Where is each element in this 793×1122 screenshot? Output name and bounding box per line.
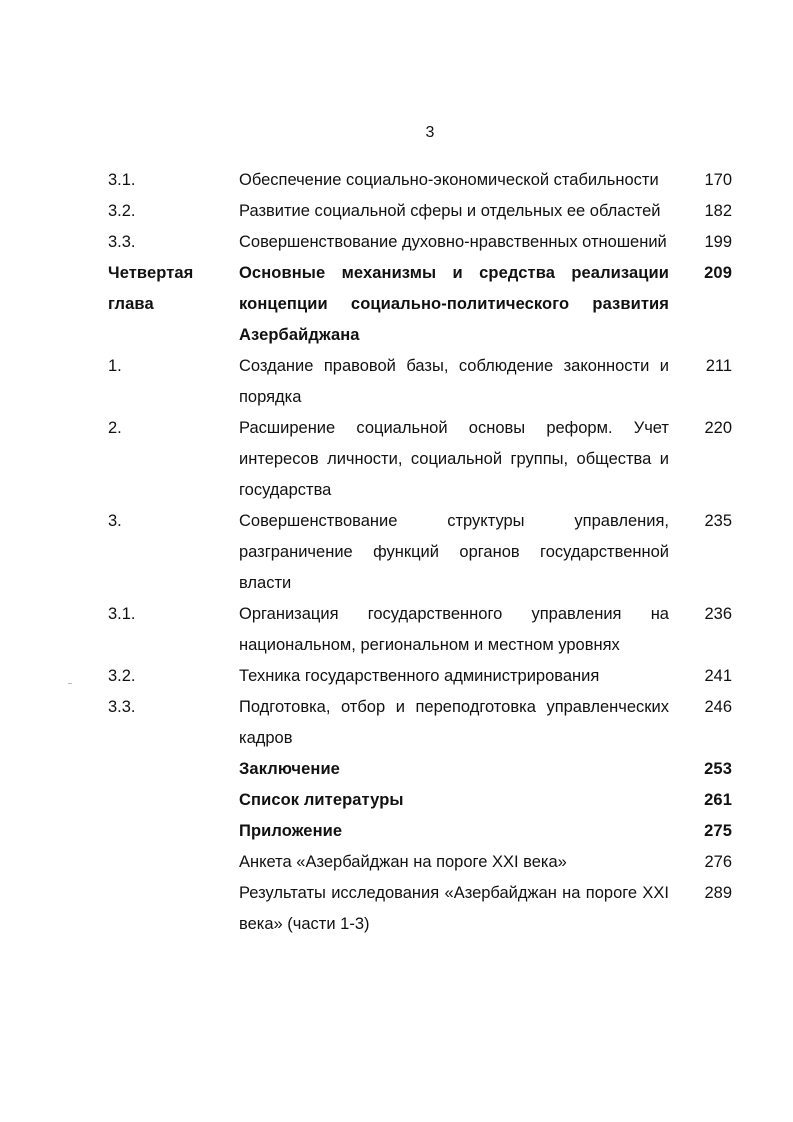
section-number: 3.3. (108, 233, 136, 251)
page-ref: 236 (704, 605, 732, 623)
page-ref: 170 (704, 171, 732, 189)
page-number: 3 (425, 124, 435, 141)
section-number: 3.2. (108, 202, 136, 220)
chapter-title: Основные механизмы и средства реализации концепции социально-политического развития Азербайджана (239, 264, 669, 344)
section-title: Приложение (239, 822, 343, 840)
section-title: Расширение социальной основы реформ. Учет интересов личности, социальной группы, общества и государства (239, 419, 669, 499)
page-ref: 276 (704, 853, 732, 871)
section-number: 3.1. (108, 605, 136, 623)
toc-entry (108, 847, 738, 878)
section-number: 3.2. (108, 667, 136, 685)
section-title: Заключение (239, 760, 340, 778)
page-ref: 253 (704, 760, 732, 778)
section-number: 2. (108, 419, 122, 437)
toc-entry (108, 413, 738, 506)
table-of-contents (108, 165, 738, 940)
section-title: Совершенствование структуры управления, разграничение функций органов государственной власти (239, 512, 669, 592)
toc-chapter-entry (108, 258, 738, 351)
toc-entry (108, 661, 738, 692)
scan-speck (68, 683, 72, 684)
section-title: Подготовка, отбор и переподготовка управленческих кадров (239, 698, 669, 747)
page-ref: 182 (704, 202, 732, 220)
toc-entry (108, 165, 738, 196)
toc-entry (108, 506, 738, 599)
page-ref: 211 (705, 357, 732, 375)
page-ref: 241 (704, 667, 732, 685)
section-title: Создание правовой базы, соблюдение законности и порядка (239, 357, 669, 406)
section-title: Обеспечение социально-экономической стабильности (239, 171, 659, 189)
section-title: Организация государственного управления на национальном, региональном и местном уровнях (239, 605, 669, 654)
section-number: 3.3. (108, 698, 136, 716)
section-number: 3.1. (108, 171, 136, 189)
page-ref: 220 (704, 419, 732, 437)
toc-entry (108, 692, 738, 754)
chapter-label: Четвертая глава (108, 264, 194, 313)
toc-entry (108, 878, 738, 940)
page-ref: 289 (704, 884, 732, 902)
section-title: Техника государственного администрирования (239, 667, 600, 685)
toc-entry-conclusion (108, 754, 738, 785)
toc-entry-appendix (108, 816, 738, 847)
toc-entry (108, 351, 738, 413)
toc-entry (108, 196, 738, 227)
section-title: Результаты исследования «Азербайджан на пороге XXI века» (части 1-3) (239, 884, 669, 933)
toc-entry (108, 599, 738, 661)
page-ref: 246 (704, 698, 732, 716)
section-number: 1. (108, 357, 122, 375)
section-title: Развитие социальной сферы и отдельных ее областей (239, 202, 661, 220)
toc-entry (108, 227, 738, 258)
section-number: 3. (108, 512, 122, 530)
section-title: Совершенствование духовно-нравственных отношений (239, 233, 667, 251)
section-title: Список литературы (239, 791, 404, 809)
page-ref: 261 (704, 791, 732, 809)
page-ref: 209 (704, 264, 732, 282)
section-title: Анкета «Азербайджан на пороге XXI века» (239, 853, 567, 871)
page-ref: 235 (704, 512, 732, 530)
toc-entry-bibliography (108, 785, 738, 816)
page-ref: 275 (704, 822, 732, 840)
page-ref: 199 (704, 233, 732, 251)
